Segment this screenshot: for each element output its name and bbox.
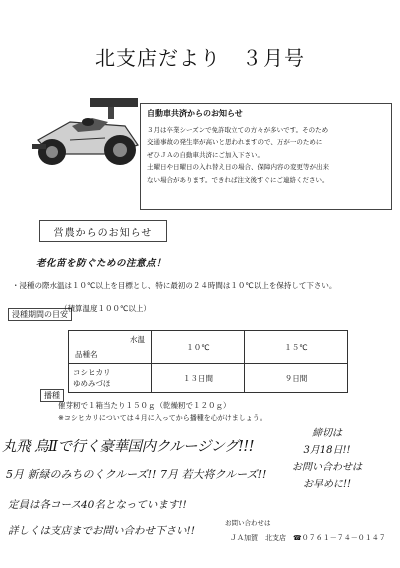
deadline-note <box>262 425 392 493</box>
deadline-line: 3月18日!! <box>303 445 351 456</box>
soaking-table <box>68 330 348 393</box>
cruise-headline: 丸飛 鳥Ⅱで行く豪華国内クルージング!!! <box>2 439 255 455</box>
contact-org: ＪＡ加賀 北支店 <box>230 534 286 542</box>
notice-title: 自動車共済からのお知らせ <box>147 109 243 118</box>
notice-line: ３月は卒業シーズンで免許取立ての方々が多いです。そのため <box>147 126 329 134</box>
variety-yumemizuho: ゆめみづほ <box>73 379 111 388</box>
notice-body <box>147 124 389 186</box>
deadline-line: お早めに!! <box>302 479 352 490</box>
notice-line: 土曜日や日曜日の入れ替え日の場合、保障内容の変更等が出来 <box>147 163 329 172</box>
table-variety-cell <box>69 364 152 393</box>
table-row <box>69 331 348 364</box>
header-variety: 品種名 <box>75 350 98 359</box>
deadline-line: お問い合わせは <box>292 462 362 473</box>
hashu-line: 催芽籾で１箱当たり１５０ｇ（乾燥籾で１２０ｇ） <box>58 401 231 410</box>
table-header-cell <box>69 331 152 364</box>
table-col-15c: １５℃ <box>245 331 348 364</box>
race-car-illustration <box>30 90 145 175</box>
kikan-note: （積算温度１００℃以上） <box>60 304 151 313</box>
notice-line: ない場合があります。できれば注文後すぐにご連絡ください。 <box>147 175 329 184</box>
eigyo-subtitle: 老化苗を防ぐための注意点！ <box>36 258 167 269</box>
cruise-inquiry: 詳しくは支店までお問い合わせ下さい!! <box>8 525 195 537</box>
hashu-note: ※コシヒカリについては４月に入ってから播種を心がけましょう。 <box>58 414 267 422</box>
contact-label: お問い合わせは <box>225 519 271 527</box>
page-title: 北支店だより ３月号 <box>95 46 305 70</box>
header-water-temp: 水温 <box>130 335 145 344</box>
deadline-line: 締切は <box>312 428 342 439</box>
soak-note: ・浸種の際水温は１０℃以上を目標とし、特に最初の２４時間は１０℃以上を保持して下さい。 <box>12 281 337 290</box>
table-row <box>69 364 348 393</box>
contact-phone: ☎０７６１－７４－０１４７ <box>293 534 386 542</box>
eigyo-heading: 営農からのお知らせ <box>53 228 153 239</box>
cruise-capacity: 定員は各コース40名となっています!! <box>8 499 187 511</box>
kikan-label: 浸種期間の目安 <box>8 302 72 321</box>
notice-line: 交通事故の発生率が高いと思われますので、万が一のために <box>147 138 323 147</box>
table-cell: １３日間 <box>152 364 245 393</box>
cruise-months: 5月 新緑のみちのくクルーズ!! 7月 若大将クルーズ!! <box>6 468 267 481</box>
hashu-label: 播種 <box>40 383 64 402</box>
notice-line: ぜひＪＡの自動車共済にご加入下さい。 <box>147 150 264 159</box>
table-cell: ９日間 <box>245 364 348 393</box>
table-col-10c: １０℃ <box>152 331 245 364</box>
variety-koshihikari: コシヒカリ <box>73 368 111 377</box>
